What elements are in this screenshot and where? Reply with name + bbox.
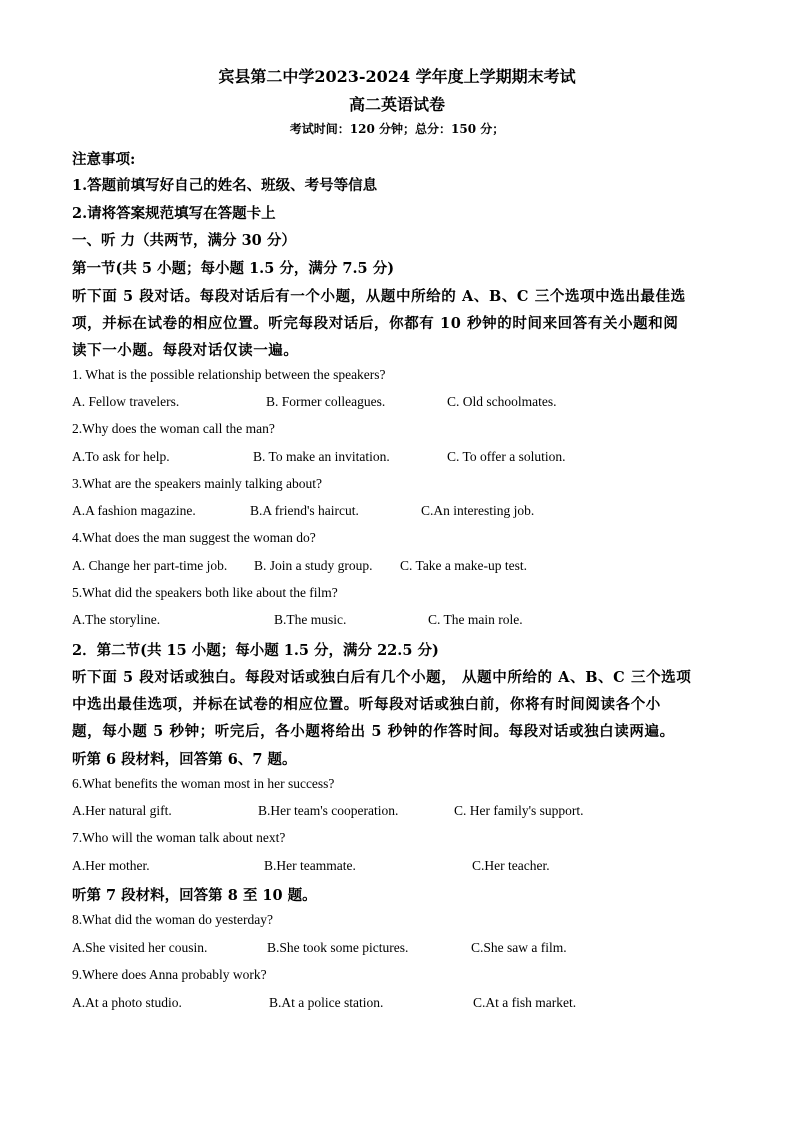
- question-stem: 5.What did the speakers both like about the film?: [72, 585, 338, 600]
- option-b: B. Former colleagues.: [266, 394, 386, 409]
- option-b: B. To make an invitation.: [253, 449, 390, 464]
- option-c: C. Old schoolmates.: [447, 394, 557, 409]
- option-c: C.At a fish market.: [473, 995, 577, 1010]
- option-a: A.A fashion magazine.: [72, 503, 196, 518]
- option-c: C. Her family's support.: [454, 803, 584, 818]
- option-a: A. Fellow travelers.: [72, 394, 180, 409]
- notes-item: 1.答题前填写好自己的姓名、班级、考号等信息: [72, 177, 378, 194]
- question-stem: 1. What is the possible relationship between the speakers?: [72, 367, 386, 382]
- option-c: C.Her teacher.: [472, 858, 550, 873]
- option-a: A.Her natural gift.: [72, 803, 172, 818]
- question-stem: 7.Who will the woman talk about next?: [72, 830, 286, 845]
- option-a: A.The storyline.: [72, 612, 161, 627]
- option-b: B.Her teammate.: [264, 858, 356, 873]
- option-a: A. Change her part-time job.: [72, 558, 228, 573]
- question-stem: 6.What benefits the woman most in her success?: [72, 776, 335, 791]
- option-c: C. The main role.: [428, 612, 523, 627]
- question-stem: 4.What does the man suggest the woman do?: [72, 530, 316, 545]
- exam-title: 宾县第二中学2023-2024 学年度上学期期末考试: [218, 67, 576, 86]
- option-c: C.She saw a film.: [471, 940, 567, 955]
- exam-info: 考试时间：120 分钟；总分：150 分；: [289, 122, 505, 136]
- group-heading: 听第 6 段材料，回答第 6、7 题。: [72, 751, 297, 768]
- option-b: B.She took some pictures.: [267, 940, 409, 955]
- question-stem: 8.What did the woman do yesterday?: [72, 912, 273, 927]
- option-b: B.A friend's haircut.: [250, 503, 359, 518]
- notes-item: 2.请将答案规范填写在答题卡上: [72, 205, 276, 222]
- instruction-line: 听下面 5 段对话或独白。每段对话或独白后有几个小题， 从题中所给的 A、B、C 三个选项: [72, 669, 692, 686]
- option-a: A.Her mother.: [72, 858, 150, 873]
- instruction-line: 中选出最佳选项，并标在试卷的相应位置。听每段对话或独白前，你将有时间阅读各个小: [72, 696, 661, 713]
- option-b: B.The music.: [274, 612, 347, 627]
- part-heading: 一、听 力（共两节，满分 30 分）: [72, 232, 296, 249]
- question-stem: 2.Why does the woman call the man?: [72, 421, 275, 436]
- group-heading: 听第 7 段材料，回答第 8 至 10 题。: [72, 887, 317, 904]
- question-stem: 3.What are the speakers mainly talking about?: [72, 476, 323, 491]
- option-c: C. Take a make-up test.: [400, 558, 528, 573]
- instruction-line: 题，每小题 5 秒钟；听完后，各小题将给出 5 秒钟的作答时间。每段对话或独白读两遍。: [72, 723, 675, 740]
- option-b: B. Join a study group.: [254, 558, 373, 573]
- option-c: C.An interesting job.: [421, 503, 535, 518]
- option-b: B.At a police station.: [269, 995, 384, 1010]
- notes-heading: 注意事项:: [72, 151, 136, 168]
- instruction-line: 听下面 5 段对话。每段对话后有一个小题，从题中所给的 A、B、C 三个选项中选出最佳选: [72, 288, 686, 305]
- instruction-line: 读下一小题。每段对话仅读一遍。: [72, 342, 299, 359]
- section-heading: 第一节(共 5 小题；每小题 1.5 分，满分 7.5 分): [72, 260, 395, 277]
- option-a: A.At a photo studio.: [72, 995, 182, 1010]
- question-stem: 9.Where does Anna probably work?: [72, 967, 267, 982]
- option-b: B.Her team's cooperation.: [258, 803, 399, 818]
- option-a: A.To ask for help.: [72, 449, 170, 464]
- option-a: A.She visited her cousin.: [72, 940, 208, 955]
- section-heading: 2．第二节(共 15 小题；每小题 1.5 分，满分 22.5 分): [72, 642, 439, 659]
- instruction-line: 项，并标在试卷的相应位置。听完每段对话后，你都有 10 秒钟的时间来回答有关小题和阅: [72, 315, 679, 332]
- exam-subtitle: 高二英语试卷: [348, 95, 445, 114]
- option-c: C. To offer a solution.: [447, 449, 566, 464]
